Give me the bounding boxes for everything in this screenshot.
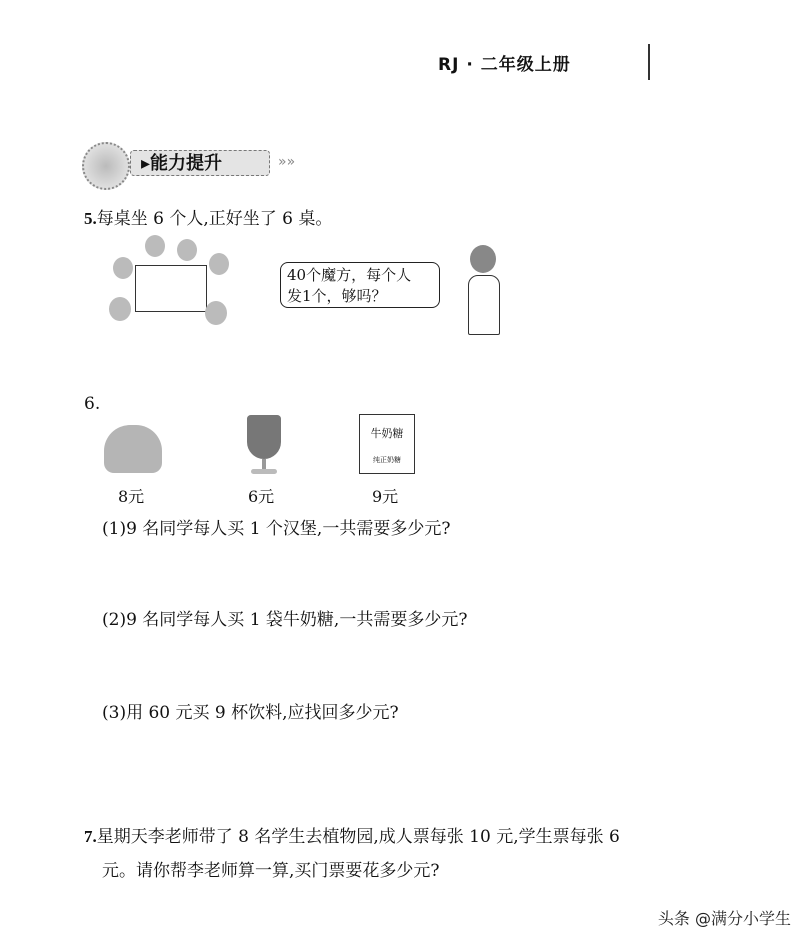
hamburger-price: 8元 — [118, 487, 145, 506]
bag-sub: 纯正奶糖 — [373, 456, 401, 464]
hamburger-image — [104, 425, 162, 473]
speech-bubble — [280, 262, 440, 308]
question-7 — [84, 822, 620, 847]
bag-label: 牛奶糖 — [370, 427, 404, 440]
bubble-line: 40个魔方，每个人 — [287, 266, 412, 284]
question-6-3: (3)用 60 元买 9 杯饮料,应找回多少元? — [102, 703, 399, 723]
section-badge-icon — [82, 142, 130, 190]
question-5 — [84, 204, 332, 229]
question-7-line2: 元。请你帮李老师算一算,买门票要花多少元? — [102, 861, 440, 881]
question-text: 星期天李老师带了 8 名学生去植物园,成人票每张 10 元,学生票每张 6 — [96, 827, 620, 847]
page-header: RJ · 二年级上册 — [438, 55, 571, 75]
corner-illustration — [624, 44, 650, 80]
children-table-illustration — [105, 235, 245, 345]
watermark: 头条 @满分小学生 — [657, 909, 791, 928]
question-number: 5. — [84, 209, 97, 228]
bubble-line: 发1个，够吗？ — [287, 287, 387, 305]
drink-image — [245, 405, 285, 475]
question-6-number: 6. — [84, 394, 101, 414]
teacher-illustration — [462, 245, 502, 335]
section-title: ▸能力提升 — [130, 150, 270, 176]
question-text: 每桌坐 6 个人,正好坐了 6 桌。 — [96, 209, 333, 229]
section-banner — [82, 142, 296, 182]
chevrons-icon: »» — [278, 154, 296, 170]
drink-price: 6元 — [248, 487, 275, 506]
milk-candy-bag-image — [359, 414, 415, 474]
candy-price: 9元 — [372, 487, 399, 506]
question-6-2: (2)9 名同学每人买 1 袋牛奶糖,一共需要多少元? — [102, 610, 468, 630]
question-number: 7. — [84, 827, 97, 846]
question-6-1: (1)9 名同学每人买 1 个汉堡,一共需要多少元? — [102, 519, 451, 539]
